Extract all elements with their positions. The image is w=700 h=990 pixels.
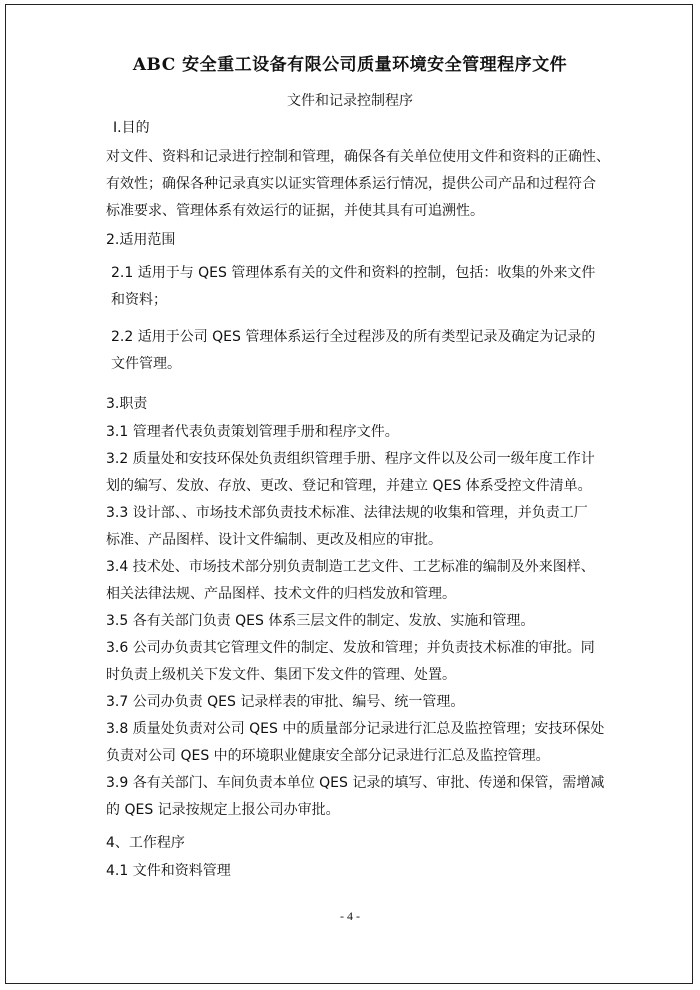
paragraph-line: 3.1 管理者代表负责策划管理手册和程序文件。 bbox=[106, 424, 399, 440]
paragraph-line: 的 QES 记录按规定上报公司办审批。 bbox=[106, 802, 340, 818]
heading-purpose: Ⅰ.目的 bbox=[113, 120, 150, 136]
heading-scope: 2.适用范围 bbox=[106, 232, 176, 248]
paragraph-line: 3.5 各有关部门负责 QES 体系三层文件的制定、发放、实施和管理。 bbox=[106, 613, 535, 629]
paragraph-line: 负责对公司 QES 中的环境职业健康安全部分记录进行汇总及监控管理。 bbox=[106, 748, 550, 764]
paragraph-line: 3.9 各有关部门、车间负责本单位 QES 记录的填写、审批、传递和保管，需增减 bbox=[106, 775, 605, 791]
paragraph-line: 3.4 技术处、市场技术部分别负责制造工艺文件、工艺标准的编制及外来图样、 bbox=[106, 559, 595, 575]
page-number: - 4 - bbox=[340, 909, 360, 923]
paragraph-line: 3.2 质量处和安技环保处负责组织管理手册、程序文件以及公司一级年度工作计 bbox=[106, 451, 595, 467]
paragraph-line: 划的编写、发放、存放、更改、登记和管理，并建立 QES 体系受控文件清单。 bbox=[106, 478, 592, 494]
paragraph-line: 2.1 适用于与 QES 管理体系有关的文件和资料的控制，包括：收集的外来文件 bbox=[111, 265, 596, 281]
paragraph-line: 3.8 质量处负责对公司 QES 中的质量部分记录进行汇总及监控管理；安技环保处 bbox=[106, 721, 605, 737]
paragraph-line: 2.2 适用于公司 QES 管理体系运行全过程涉及的所有类型记录及确定为记录的 bbox=[111, 329, 596, 345]
document-subtitle: 文件和记录控制程序 bbox=[287, 93, 413, 109]
heading-procedure: 4、工作程序 bbox=[106, 835, 185, 851]
paragraph-line: 和资料； bbox=[111, 292, 167, 308]
document-title: ABC 安全重工设备有限公司质量环境安全管理程序文件 bbox=[132, 55, 568, 75]
paragraph-line: 有效性；确保各种记录真实以证实管理体系运行情况，提供公司产品和过程符合 bbox=[106, 176, 596, 192]
paragraph-line: 时负责上级机关下发文件、集团下发文件的管理、处置。 bbox=[106, 667, 456, 683]
paragraph-line: 对文件、资料和记录进行控制和管理，确保各有关单位使用文件和资料的正确性、 bbox=[106, 149, 610, 165]
heading-document-management: 4.1 文件和资料管理 bbox=[106, 863, 231, 879]
paragraph-line: 相关法律法规、产品图样、技术文件的归档发放和管理。 bbox=[106, 586, 456, 602]
paragraph-line: 3.7 公司办负责 QES 记录样表的审批、编号、统一管理。 bbox=[106, 694, 465, 710]
paragraph-line: 3.6 公司办负责其它管理文件的制定、发放和管理；并负责技术标准的审批。同 bbox=[106, 640, 595, 656]
paragraph-line: 标准要求、管理体系有效运行的证据，并使其具有可追溯性。 bbox=[106, 203, 484, 219]
paragraph-line: 标准、产品图样、设计文件编制、更改及相应的审批。 bbox=[106, 532, 442, 548]
heading-responsibilities: 3.职责 bbox=[106, 396, 148, 412]
paragraph-line: 3.3 设计部、、市场技术部负责技术标准、法律法规的收集和管理，并负责工厂 bbox=[106, 505, 588, 521]
paragraph-line: 文件管理。 bbox=[111, 356, 181, 372]
